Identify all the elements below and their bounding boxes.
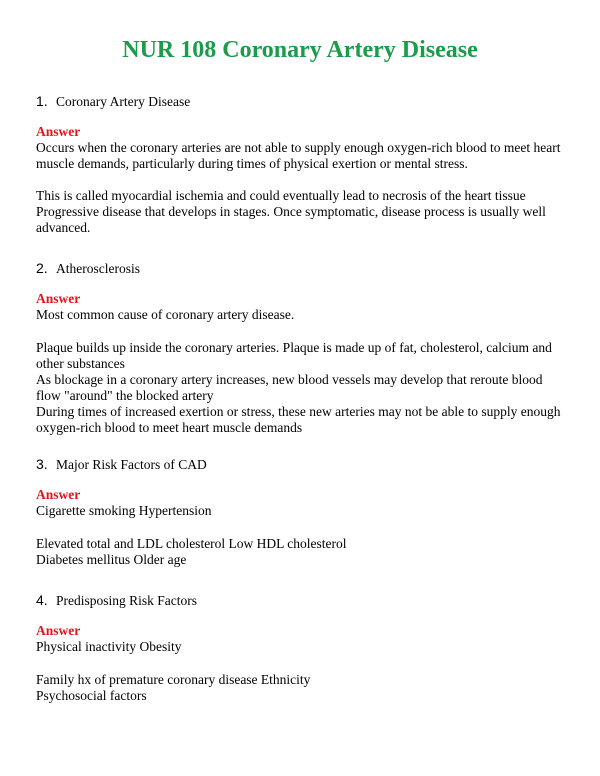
answer-label: Answer xyxy=(36,623,81,638)
question-heading xyxy=(36,260,140,277)
answer-text: Occurs when the coronary arteries are not able to supply enough oxygen-rich blood to meet heart muscle demands, particularly during times of physical exertion or mental stress. xyxy=(36,140,561,171)
question-heading xyxy=(36,93,190,110)
question-text: Predisposing Risk Factors xyxy=(56,593,198,608)
question-text: Major Risk Factors of CAD xyxy=(56,457,207,472)
answer-text: Plaque builds up inside the coronary arteries. Plaque is made up of fat, cholesterol, calcium and other substances As blockage in a coronary artery increases, new blood vessels may develop that reroute blood flow "around" the blocked artery During times of increased exertion or stress, these new arteries may not be able to supply enough oxygen-rich blood to meet heart muscle demands xyxy=(36,340,561,435)
question-number: 4. xyxy=(36,592,48,608)
answer-text: Cigarette smoking Hypertension xyxy=(36,503,212,518)
question-number: 3. xyxy=(36,456,48,472)
answer-text: Family hx of premature coronary disease Ethnicity Psychosocial factors xyxy=(36,672,311,703)
answer-text: Elevated total and LDL cholesterol Low HDL cholesterol Diabetes mellitus Older age xyxy=(36,536,347,567)
answer-label: Answer xyxy=(36,124,81,139)
question-text: Atherosclerosis xyxy=(56,261,140,276)
question-number: 2. xyxy=(36,260,48,276)
answer-text: Most common cause of coronary artery disease. xyxy=(36,307,295,322)
question-number: 1. xyxy=(36,93,48,109)
answer-label: Answer xyxy=(36,291,81,306)
question-heading xyxy=(36,592,197,609)
question-text: Coronary Artery Disease xyxy=(56,94,191,109)
answer-text: This is called myocardial ischemia and could eventually lead to necrosis of the heart tissue Progressive disease that develops in stages. Once symptomatic, disease process is usually well advanced. xyxy=(36,188,546,235)
document-title: NUR 108 Coronary Artery Disease xyxy=(122,37,478,63)
answer-text: Physical inactivity Obesity xyxy=(36,639,182,654)
question-heading xyxy=(36,456,207,473)
answer-label: Answer xyxy=(36,487,81,502)
